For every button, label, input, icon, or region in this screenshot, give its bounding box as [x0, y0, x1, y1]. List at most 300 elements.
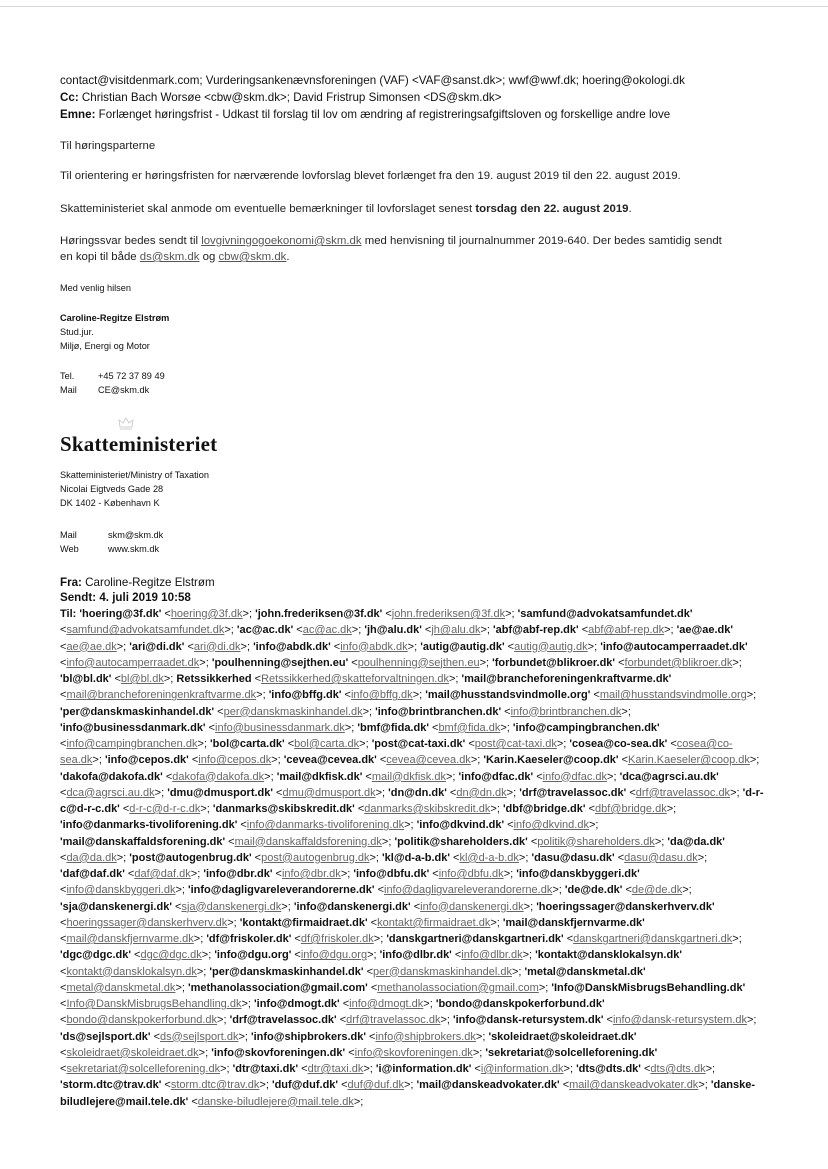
recipient-email-link[interactable]: info@dlbr.dk: [461, 949, 523, 962]
recipient-email-link[interactable]: d-r-c@d-r-c.dk: [129, 803, 201, 815]
recipient-email-link[interactable]: info@skovforeningen.dk: [354, 1046, 473, 1059]
recipient-address: 'dca@agrsci.au.dk': [619, 770, 719, 783]
mail-label: Mail: [60, 385, 77, 395]
copy-email-link-cbw[interactable]: cbw@skm.dk: [218, 251, 287, 263]
recipient-item: 'info@dgu.org' <info@dgu.org>;: [214, 949, 380, 962]
recipient-address: 'kontakt@dansklokalsyn.dk': [535, 949, 682, 962]
recipient-item: 'd-r-c@d-r-c.dk' <d-r-c@d-r-c.dk>;: [60, 786, 764, 815]
recipient-email-link[interactable]: storm.dtc@trav.dk: [170, 1079, 260, 1092]
recipient-address: 'abf@abf-rep.dk': [493, 624, 579, 637]
recipient-email-link[interactable]: dmu@dmusport.dk: [282, 786, 376, 799]
org-full-name: Skatteministeriet/Ministry of Taxation: [60, 470, 209, 480]
recipient-item: 'forbundet@blikroer.dk' <forbundet@blikroer.dk>;: [492, 656, 742, 669]
recipient-email-link[interactable]: Karin.Kaeseler@coop.dk: [628, 754, 750, 767]
recipient-address: 'drf@travelassoc.dk': [229, 1014, 337, 1027]
recipient-email-link[interactable]: info@danskbyggeri.dk: [66, 884, 176, 897]
recipient-item: 'info@autocamperraadet.dk' <info@autocamperraadet.dk>;: [60, 640, 748, 669]
recipient-email-link[interactable]: mail@brancheforeningenkraftvarme.dk: [66, 689, 257, 702]
recipient-email-link[interactable]: danske-biludlejere@mail.tele.dk: [197, 1095, 354, 1108]
recipient-item: 'skoleidraet@skoleidraet.dk' <skoleidraet@skoleidraet.dk>;: [60, 1030, 637, 1059]
recipient-email-link[interactable]: dtr@taxi.dk: [307, 1063, 364, 1075]
recipient-email-link[interactable]: politik@shareholders.dk: [537, 835, 655, 848]
recipient-address: 'Info@DanskMisbrugsBehandling.dk': [551, 981, 746, 994]
recipient-address: 'info@businessdanmark.dk': [60, 721, 206, 734]
recipient-item: 'metal@danskmetal.dk' <metal@danskmetal.dk>;: [60, 965, 646, 994]
recipient-item: 'drf@travelassoc.dk' <drf@travelassoc.dk>;: [229, 1014, 453, 1027]
recipient-address: 'mail@danskeadvokater.dk': [416, 1079, 560, 1092]
recipient-email-link[interactable]: skoleidraet@skoleidraet.dk: [66, 1046, 199, 1059]
recipient-email-link[interactable]: per@danskmaskinhandel.dk: [373, 965, 512, 978]
recipient-address: Retssikkerhed: [176, 673, 252, 685]
top-rule: [0, 6, 828, 7]
recipient-address: 'info@autocamperraadet.dk': [600, 640, 748, 653]
paragraph-3-end: .: [286, 251, 290, 263]
recipient-address: 'politik@shareholders.dk': [394, 835, 528, 848]
recipient-item: 'info@abdk.dk' <info@abdk.dk>;: [253, 640, 421, 653]
recipient-item: 'per@danskmaskinhandel.dk' <per@danskmaskinhandel.dk>;: [209, 965, 525, 978]
recipient-item: 'info@dagligvareleverandorerne.dk' <info@dagligvareleverandorerne.dk>;: [188, 884, 565, 897]
recipient-address: 'info@dkvind.dk': [416, 819, 505, 832]
recipient-address: 'dbf@bridge.dk': [502, 803, 586, 815]
recipient-item: 'sja@danskenergi.dk' <sja@danskenergi.dk>;: [60, 900, 294, 913]
recipient-email-link[interactable]: bmf@fida.dk: [438, 721, 501, 734]
recipient-address: 'danske-biludlejere@mail.tele.dk': [60, 1079, 756, 1108]
recipient-item: 'methanolassociation@gmail.com' <methanolassociation@gmail.com>;: [187, 981, 552, 994]
recipient-item: 'mail@danskfjernvarme.dk' <mail@danskfjernvarme.dk>;: [60, 916, 645, 945]
recipient-address: 'poulhenning@sejthen.eu': [211, 656, 349, 669]
to-label: Til:: [60, 608, 77, 620]
recipient-address: 'danskgartneri@danskgartneri.dk': [386, 933, 564, 945]
recipient-address: 'ari@di.dk': [129, 640, 185, 653]
recipient-email-link[interactable]: mail@dkfisk.dk: [371, 770, 446, 783]
recipient-address: 'bmf@fida.dk': [357, 721, 429, 734]
recipient-item: 'ae@ae.dk' <ae@ae.dk>;: [60, 624, 733, 653]
recipient-item: 'mail@danskaffaldsforening.dk' <mail@danskaffaldsforening.dk>;: [60, 835, 395, 848]
recipient-address: 'i@information.dk': [375, 1063, 472, 1075]
recipient-email-link[interactable]: bol@carta.dk: [294, 738, 360, 750]
recipient-item: 'dbf@bridge.dk' <dbf@bridge.dk>;: [502, 803, 677, 815]
recipient-address: 'autig@autig.dk': [420, 640, 505, 653]
recipient-item: 'info@dmogt.dk' <info@dmogt.dk>;: [254, 998, 436, 1010]
recipient-address: 'mail@dkfisk.dk': [276, 770, 363, 783]
recipient-item: 'sekretariat@solcelleforening.dk' <sekretariat@solcelleforening.dk>;: [60, 1046, 658, 1075]
recipient-email-link[interactable]: info@dbfu.dk: [438, 868, 504, 880]
cc-line: [60, 89, 760, 106]
recipient-email-link[interactable]: autig@autig.dk: [514, 640, 588, 653]
recipient-item: 'de@de.dk' <de@de.dk>;: [564, 884, 692, 897]
recipient-address: 'samfund@advokatsamfundet.dk': [517, 608, 693, 620]
recipient-item: 'dasu@dasu.dk' <dasu@dasu.dk>;: [531, 851, 708, 864]
recipient-email-link[interactable]: ae@ae.dk: [66, 640, 117, 653]
recipient-email-link[interactable]: drf@travelassoc.dk: [635, 786, 731, 799]
recipient-email-link[interactable]: danmarks@skibskredit.dk: [364, 803, 491, 815]
sent-line: [60, 591, 760, 605]
recipient-item: 'danmarks@skibskredit.dk' <danmarks@skibskredit.dk>;: [212, 803, 503, 815]
org-mail-value[interactable]: skm@skm.dk: [108, 530, 164, 540]
recipient-email-link[interactable]: info@shipbrokers.dk: [375, 1030, 476, 1043]
recipient-item: 'dts@dts.dk' <dts@dts.dk>;: [576, 1063, 716, 1075]
recipient-item: 'kontakt@dansklokalsyn.dk' <kontakt@dansklokalsyn.dk>;: [60, 949, 682, 978]
recipient-address: 'bondo@danskpokerforbund.dk': [435, 998, 605, 1010]
recipient-address: 'info@dlbr.dk': [379, 949, 452, 962]
recipient-email-link[interactable]: hoering@3f.dk: [170, 608, 243, 620]
recipient-address: 'mail@brancheforeningenkraftvarme.dk': [461, 673, 672, 685]
recipient-email-link[interactable]: info@danmarks-tivoliforening.dk: [246, 819, 405, 832]
recipient-item: 'dgc@dgc.dk' <dgc@dgc.dk>;: [60, 949, 215, 962]
org-mail-label: Mail: [60, 530, 77, 540]
recipient-email-link[interactable]: jh@alu.dk: [431, 624, 481, 637]
recipient-address: 'methanolassociation@gmail.com': [187, 981, 368, 994]
signature-block: [60, 311, 760, 353]
recipient-item: 'info@shipbrokers.dk' <info@shipbrokers.dk>;: [251, 1030, 489, 1043]
recipient-email-link[interactable]: info@brintbranchen.dk: [510, 705, 622, 718]
recipient-email-link[interactable]: da@da.dk: [66, 851, 117, 864]
recipient-address: 'info@dmogt.dk': [254, 998, 340, 1010]
recipient-address: 'dn@dn.dk': [388, 786, 447, 799]
recipient-email-link[interactable]: info@dkvind.dk: [513, 819, 589, 832]
recipient-address: 'duf@duf.dk': [271, 1079, 339, 1092]
recipient-address: 'mail@husstandsvindmolle.org': [425, 689, 591, 702]
recipient-email-link[interactable]: daf@daf.dk: [134, 868, 191, 880]
recipient-email-link[interactable]: info@dbr.dk: [281, 868, 341, 880]
original-header: [60, 574, 760, 605]
recipient-email-link[interactable]: mail@danskaffaldsforening.dk: [234, 835, 382, 848]
recipient-item: 'i@information.dk' <i@information.dk>;: [375, 1063, 577, 1075]
paragraph-3-og: og: [199, 251, 219, 263]
org-address: [60, 468, 760, 510]
recipient-address: 'post@autogenbrug.dk': [129, 851, 252, 864]
recipient-email-link[interactable]: info@bffg.dk: [350, 689, 413, 702]
recipient-email-link[interactable]: samfund@advokatsamfundet.dk: [66, 624, 225, 637]
signature-name: Caroline-Regitze Elstrøm: [60, 313, 170, 323]
recipient-email-link[interactable]: mail@danskeadvokater.dk: [569, 1079, 699, 1092]
recipient-address: 'drf@travelassoc.dk': [519, 786, 627, 799]
cc-value: Christian Bach Worsøe <cbw@skm.dk>; David Fristrup Simonsen <DS@skm.dk>: [81, 91, 502, 104]
recipient-address: 'storm.dtc@trav.dk': [60, 1079, 162, 1092]
recipient-item: 'bmf@fida.dk' <bmf@fida.dk>;: [357, 721, 513, 734]
recipient-item: 'ari@di.dk' <ari@di.dk>;: [129, 640, 254, 653]
recipient-item: 'dmu@dmusport.dk' <dmu@dmusport.dk>;: [167, 786, 389, 799]
paragraph-3-mid: med henvisning til journalnummer 2019-640. Der bedes samtidig sendt: [361, 235, 722, 247]
recipient-item: 'danskgartneri@danskgartneri.dk' <danskgartneri@danskgartneri.dk>;: [386, 933, 742, 945]
recipient-address: 'bol@carta.dk': [210, 738, 285, 750]
recipient-email-link[interactable]: info@autocamperraadet.dk: [66, 656, 200, 669]
recipient-address: 'info@dansk-retursystem.dk': [453, 1014, 604, 1027]
recipient-email-link[interactable]: bondo@danskpokerforbund.dk: [66, 1014, 218, 1027]
recipient-email-link[interactable]: dn@dn.dk: [456, 786, 507, 799]
recipient-address: 'john.frederiksen@3f.dk': [255, 608, 383, 620]
recipient-address: 'info@brintbranchen.dk': [375, 705, 502, 718]
recipient-email-link[interactable]: df@friskoler.dk: [300, 933, 374, 945]
recipient-address: 'Karin.Kaeseler@coop.dk': [483, 754, 619, 767]
recipient-item: 'info@brintbranchen.dk' <info@brintbranchen.dk>;: [375, 705, 631, 718]
recipient-item: 'cevea@cevea.dk' <cevea@cevea.dk>;: [283, 754, 484, 767]
recipient-item: 'drf@travelassoc.dk' <drf@travelassoc.dk>;: [519, 786, 743, 799]
recipient-email-link[interactable]: methanolassociation@gmail.com: [377, 981, 539, 994]
recipient-address: 'info@danskenergi.dk': [293, 900, 411, 913]
recipient-item: 'ds@sejlsport.dk' <ds@sejlsport.dk>;: [60, 1030, 251, 1043]
recipient-address: 'hoeringssager@danskerhverv.dk': [536, 900, 715, 913]
recipient-item: 'info@dlbr.dk' <info@dlbr.dk>;: [379, 949, 536, 962]
recipient-address: 'info@abdk.dk': [253, 640, 331, 653]
recipient-email-link[interactable]: info@dagligvareleverandorerne.dk: [384, 884, 553, 897]
recipient-address: 'bl@bl.dk': [60, 673, 112, 685]
recipient-email-link[interactable]: duf@duf.dk: [347, 1079, 404, 1092]
recipient-email-link[interactable]: forbundet@blikroer.dk: [624, 656, 733, 669]
recipient-address: 'info@dbfu.dk': [353, 868, 430, 880]
submission-email-link[interactable]: lovgivningogoekonomi@skm.dk: [201, 235, 362, 247]
recipient-address: 'info@cepos.dk': [104, 754, 189, 767]
recipient-item: 'mail@danskeadvokater.dk' <mail@danskeadvokater.dk>;: [416, 1079, 711, 1092]
recipient-email-link[interactable]: poulhenning@sejthen.eu: [357, 656, 480, 669]
recipient-email-link[interactable]: info@dmogt.dk: [349, 998, 424, 1010]
recipient-address: 'per@danskmaskinhandel.dk': [60, 705, 215, 718]
recipient-item: 'kl@d-a-b.dk' <kl@d-a-b.dk>;: [382, 851, 532, 864]
recipient-address: 'cosea@co-sea.dk': [569, 738, 668, 750]
recipient-email-link[interactable]: info@businessdanmark.dk: [215, 721, 345, 734]
recipient-address: 'de@de.dk': [564, 884, 623, 897]
recipient-address: 'jh@alu.dk': [364, 624, 422, 637]
recipient-address: 'dgc@dgc.dk': [60, 949, 131, 962]
recipient-item: 'Karin.Kaeseler@coop.dk' <Karin.Kaeseler@coop.dk>;: [483, 754, 760, 767]
recipient-item: 'post@autogenbrug.dk' <post@autogenbrug.dk>;: [129, 851, 383, 864]
recipient-item: 'df@friskoler.dk' <df@friskoler.dk>;: [206, 933, 387, 945]
recipient-item: 'daf@daf.dk' <daf@daf.dk>;: [60, 868, 204, 880]
org-address-line1: Nicolai Eigtveds Gade 28: [60, 484, 164, 494]
recipient-email-link[interactable]: john.frederiksen@3f.dk: [391, 608, 506, 620]
tel-label: Tel.: [60, 371, 75, 381]
recipient-item: 'danske-biludlejere@mail.tele.dk' <danske-biludlejere@mail.tele.dk>;: [60, 1079, 756, 1108]
recipient-address: 'metal@danskmetal.dk': [524, 965, 646, 978]
recipient-item: 'info@skovforeningen.dk' <info@skovforeningen.dk>;: [211, 1046, 486, 1059]
recipient-email-link[interactable]: mail@danskfjernvarme.dk: [66, 933, 194, 945]
recipient-email-link[interactable]: kl@d-a-b.dk: [459, 851, 519, 864]
recipient-email-link[interactable]: dca@agrsci.au.dk: [66, 786, 155, 799]
recipient-email-link[interactable]: post@cat-taxi.dk: [474, 738, 557, 750]
recipient-email-link[interactable]: Retssikkerhed@skatteforvaltningen.dk: [261, 673, 449, 685]
recipient-address: 'kl@d-a-b.dk': [382, 851, 450, 864]
recipient-item: 'da@da.dk' <da@da.dk>;: [60, 835, 725, 864]
recipient-address: 'info@bffg.dk': [268, 689, 342, 702]
recipient-email-link[interactable]: danskgartneri@danskgartneri.dk: [573, 933, 733, 945]
recipient-email-link[interactable]: post@autogenbrug.dk: [261, 851, 370, 864]
recipient-email-link[interactable]: de@de.dk: [631, 884, 683, 897]
paragraph-2-post: .: [628, 203, 632, 215]
recipient-item: 'hoering@3f.dk' <hoering@3f.dk>;: [79, 608, 256, 620]
recipient-item: Retssikkerhed <Retssikkerhed@skatteforvaltningen.dk>;: [176, 673, 462, 685]
paragraph-3-pre: Høringssvar bedes sendt til: [60, 235, 202, 247]
recipient-address: 'info@dfac.dk': [458, 770, 534, 783]
recipient-item: 'info@danskenergi.dk' <info@danskenergi.dk>;: [293, 900, 537, 913]
recipient-email-link[interactable]: bl@bl.dk: [120, 673, 164, 685]
recipient-item: 'storm.dtc@trav.dk' <storm.dtc@trav.dk>;: [60, 1079, 272, 1092]
recipient-item: 'abf@abf-rep.dk' <abf@abf-rep.dk>;: [493, 624, 677, 637]
paragraph-1: Til orientering er høringsfristen for nærværende lovforslag blevet forlænget fra den 19. august 2019 til den 22. august 2019.: [60, 170, 681, 182]
recipient-item: 'john.frederiksen@3f.dk' <john.frederiksen@3f.dk>;: [255, 608, 518, 620]
recipient-email-link[interactable]: hoeringssager@danskerhverv.dk: [66, 916, 228, 929]
recipient-item: 'info@danskbyggeri.dk' <info@danskbyggeri.dk>;: [60, 868, 640, 897]
recipient-email-link[interactable]: ac@ac.dk: [302, 624, 352, 637]
recipient-item: 'mail@dkfisk.dk' <mail@dkfisk.dk>;: [276, 770, 459, 783]
org-logo-text: Skatteministeriet: [60, 432, 218, 456]
recipient-address: 'dts@dts.dk': [576, 1063, 641, 1075]
recipient-email-link[interactable]: per@danskmaskinhandel.dk: [223, 705, 363, 718]
recipient-address: 'per@danskmaskinhandel.dk': [209, 965, 364, 978]
recipient-email-link[interactable]: dgc@dgc.dk: [140, 949, 202, 962]
from-label: Fra:: [60, 576, 82, 589]
recipient-email-link[interactable]: info@dfac.dk: [542, 770, 608, 783]
closing: Med venlig hilsen: [60, 283, 131, 293]
recipient-item: 'autig@autig.dk' <autig@autig.dk>;: [420, 640, 601, 653]
subject-value: Forlænget høringsfrist - Udkast til forslag til lov om ændring af registreringsafgiftsloven og forskellige andre love: [98, 108, 671, 121]
recipient-item: 'hoeringssager@danskerhverv.dk' <hoeringssager@danskerhverv.dk>;: [60, 900, 715, 929]
contact-block: [60, 369, 760, 397]
recipient-item: 'Info@DanskMisbrugsBehandling.dk' <Info@DanskMisbrugsBehandling.dk>;: [60, 981, 746, 1010]
paragraph-2: [60, 201, 760, 217]
recipient-email-link[interactable]: dakofa@dakofa.dk: [172, 770, 265, 783]
cc-label: Cc:: [60, 91, 79, 104]
recipient-email-link[interactable]: info@abdk.dk: [340, 640, 408, 653]
recipient-address: 'info@campingbranchen.dk': [512, 721, 660, 734]
recipient-item: 'post@cat-taxi.dk' <post@cat-taxi.dk>;: [371, 738, 570, 750]
paragraph-3-line1: [60, 233, 760, 249]
recipient-email-link[interactable]: cosea@co-sea.dk: [60, 738, 733, 767]
recipient-item: 'info@dfac.dk' <info@dfac.dk>;: [458, 770, 620, 783]
recipient-address: 'info@dbr.dk': [203, 868, 273, 880]
deadline-date: torsdag den 22. august 2019: [475, 203, 629, 215]
recipient-item: 'info@businessdanmark.dk' <info@businessdanmark.dk>;: [60, 721, 358, 734]
recipient-address: 'd-r-c@d-r-c.dk': [60, 786, 764, 815]
recipient-item: 'politik@shareholders.dk' <politik@shareholders.dk>;: [394, 835, 668, 848]
recipient-email-link[interactable]: mail@husstandsvindmolle.org: [599, 689, 747, 702]
from-line: [60, 574, 760, 591]
recipient-email-link[interactable]: kontakt@firmaidraet.dk: [377, 916, 491, 929]
recipient-address: 'kontakt@firmaidraet.dk': [239, 916, 368, 929]
recipient-email-link[interactable]: info@campingbranchen.dk: [66, 738, 198, 750]
subject-label: Emne:: [60, 108, 96, 121]
recipient-item: 'dakofa@dakofa.dk' <dakofa@dakofa.dk>;: [60, 770, 277, 783]
recipient-address: 'ds@sejlsport.dk': [60, 1030, 151, 1043]
sent-value: 4. juli 2019 10:58: [99, 591, 191, 604]
recipient-address: 'dakofa@dakofa.dk': [60, 770, 163, 783]
recipient-item: 'mail@brancheforeningenkraftvarme.dk' <mail@brancheforeningenkraftvarme.dk>;: [60, 673, 672, 702]
greeting: Til høringsparterne: [60, 140, 156, 152]
web-label: Web: [60, 544, 79, 554]
paragraph-3: [60, 233, 760, 265]
recipient-address: 'sekretariat@solcelleforening.dk': [485, 1046, 658, 1059]
recipient-email-link[interactable]: Info@DanskMisbrugsBehandling.dk: [66, 998, 242, 1010]
recipient-item: 'info@danmarks-tivoliforening.dk' <info@danmarks-tivoliforening.dk>;: [60, 819, 417, 832]
recipient-item: 'dn@dn.dk' <dn@dn.dk>;: [388, 786, 520, 799]
recipient-email-link[interactable]: sja@danskenergi.dk: [181, 900, 282, 913]
recipient-address: 'ae@ae.dk': [676, 624, 733, 637]
recipient-email-link[interactable]: dasu@dasu.dk: [624, 851, 698, 864]
recipient-address: 'info@danmarks-tivoliforening.dk': [60, 819, 238, 832]
recipient-item: 'kontakt@firmaidraet.dk' <kontakt@firmaidraet.dk>;: [239, 916, 503, 929]
recipient-address: 'info@dagligvareleverandorerne.dk': [188, 884, 375, 897]
recipient-item: 'cosea@co-sea.dk' <cosea@co-sea.dk>;: [60, 738, 733, 767]
mail-value[interactable]: CE@skm.dk: [98, 385, 150, 395]
recipient-item: 'info@dbr.dk' <info@dbr.dk>;: [203, 868, 354, 880]
recipient-email-link[interactable]: info@dansk-retursystem.dk: [612, 1014, 747, 1027]
recipient-address: 'da@da.dk': [667, 835, 725, 848]
recipient-address: 'dtr@taxi.dk': [232, 1063, 299, 1075]
recipient-address: 'skoleidraet@skoleidraet.dk': [488, 1030, 637, 1043]
recipient-item: 'dca@agrsci.au.dk' <dca@agrsci.au.dk>;: [60, 770, 719, 799]
recipient-item: 'poulhenning@sejthen.eu' <poulhenning@sejthen.eu>;: [211, 656, 493, 669]
recipient-item: 'info@dkvind.dk' <info@dkvind.dk>;: [416, 819, 599, 832]
recipient-item: 'jh@alu.dk' <jh@alu.dk>;: [364, 624, 493, 637]
web-row: [60, 542, 760, 556]
recipient-item: 'info@dbfu.dk' <info@dbfu.dk>;: [353, 868, 517, 880]
web-value[interactable]: www.skm.dk: [108, 544, 160, 554]
recipient-address: 'dasu@dasu.dk': [531, 851, 615, 864]
recipient-address: 'dmu@dmusport.dk': [167, 786, 273, 799]
tel-row: [60, 369, 760, 383]
recipient-email-link[interactable]: cevea@cevea.dk: [386, 754, 471, 767]
recipient-address: 'info@dgu.org': [214, 949, 292, 962]
recipient-address: 'forbundet@blikroer.dk': [492, 656, 616, 669]
recipient-address: 'ac@ac.dk': [236, 624, 294, 637]
recipient-email-link[interactable]: sekretariat@solcelleforening.dk: [66, 1063, 221, 1075]
recipient-email-link[interactable]: kontakt@dansklokalsyn.dk: [66, 965, 197, 978]
paragraph-2-pre: Skatteministeriet skal anmode om eventuelle bemærkninger til lovforslaget senest: [60, 203, 476, 215]
recipient-item: 'mail@husstandsvindmolle.org' <mail@husstandsvindmolle.org>;: [425, 689, 757, 702]
recipient-address: 'danmarks@skibskredit.dk': [212, 803, 355, 815]
org-contact: [60, 528, 760, 556]
recipient-address: 'info@skovforeningen.dk': [211, 1046, 346, 1059]
recipient-email-link[interactable]: ari@di.dk: [193, 640, 241, 653]
mail-row: [60, 383, 760, 397]
recipient-email-link[interactable]: info@danskenergi.dk: [420, 900, 524, 913]
recipient-address: 'post@cat-taxi.dk': [371, 738, 466, 750]
recipient-email-link[interactable]: dbf@bridge.dk: [595, 803, 667, 815]
recipient-email-link[interactable]: metal@danskmetal.dk: [66, 981, 176, 994]
recipient-address: 'mail@danskfjernvarme.dk': [502, 916, 645, 929]
recipient-item: 'bl@bl.dk' <bl@bl.dk>;: [60, 673, 177, 685]
recipient-item: 'bondo@danskpokerforbund.dk' <bondo@danskpokerforbund.dk>;: [60, 998, 605, 1027]
recipient-item: 'duf@duf.dk' <duf@duf.dk>;: [271, 1079, 417, 1092]
recipient-address: 'info@danskbyggeri.dk': [516, 868, 640, 880]
recipient-email-link[interactable]: dts@dts.dk: [650, 1063, 706, 1075]
recipient-address: 'mail@danskaffaldsforening.dk': [60, 835, 226, 848]
recipient-email-link[interactable]: ds@sejlsport.dk: [160, 1030, 239, 1043]
signature-title: Stud.jur.: [60, 327, 94, 337]
recipient-item: 'info@dansk-retursystem.dk' <info@dansk-retursystem.dk>;: [453, 1014, 757, 1027]
sent-label: Sendt:: [60, 591, 97, 604]
recipient-address: 'daf@daf.dk': [60, 868, 125, 880]
recipient-address: 'hoering@3f.dk': [79, 608, 162, 620]
subject-line: [60, 106, 760, 123]
recipient-email-link[interactable]: abf@abf-rep.dk: [588, 624, 665, 637]
email-header: [60, 72, 760, 123]
recipient-item: 'info@campingbranchen.dk' <info@campingbranchen.dk>;: [60, 721, 660, 750]
to-continued: contact@visitdenmark.com; Vurderingsankenævnsforeningen (VAF) <VAF@sanst.dk>; wwf@wwf.dk; hoering@okologi.dk: [60, 74, 685, 87]
recipient-email-link[interactable]: drf@travelassoc.dk: [346, 1014, 441, 1027]
recipient-email-link[interactable]: info@cepos.dk: [198, 754, 272, 767]
recipient-item: 'info@cepos.dk' <info@cepos.dk>;: [104, 754, 284, 767]
recipient-email-link[interactable]: info@dgu.org: [300, 949, 368, 962]
recipient-item: 'per@danskmaskinhandel.dk' <per@danskmaskinhandel.dk>;: [60, 705, 376, 718]
org-mail-row: [60, 528, 760, 542]
recipient-email-link[interactable]: i@information.dk: [480, 1063, 564, 1075]
recipient-item: 'samfund@advokatsamfundet.dk' <samfund@advokatsamfundet.dk>;: [60, 608, 693, 637]
recipient-address: 'cevea@cevea.dk': [283, 754, 377, 767]
paragraph-3-line2-pre: en kopi til både: [60, 251, 140, 263]
copy-email-link-ds[interactable]: ds@skm.dk: [139, 251, 200, 263]
recipient-item: 'bol@carta.dk' <bol@carta.dk>;: [210, 738, 372, 750]
tel-value: +45 72 37 89 49: [98, 371, 165, 381]
